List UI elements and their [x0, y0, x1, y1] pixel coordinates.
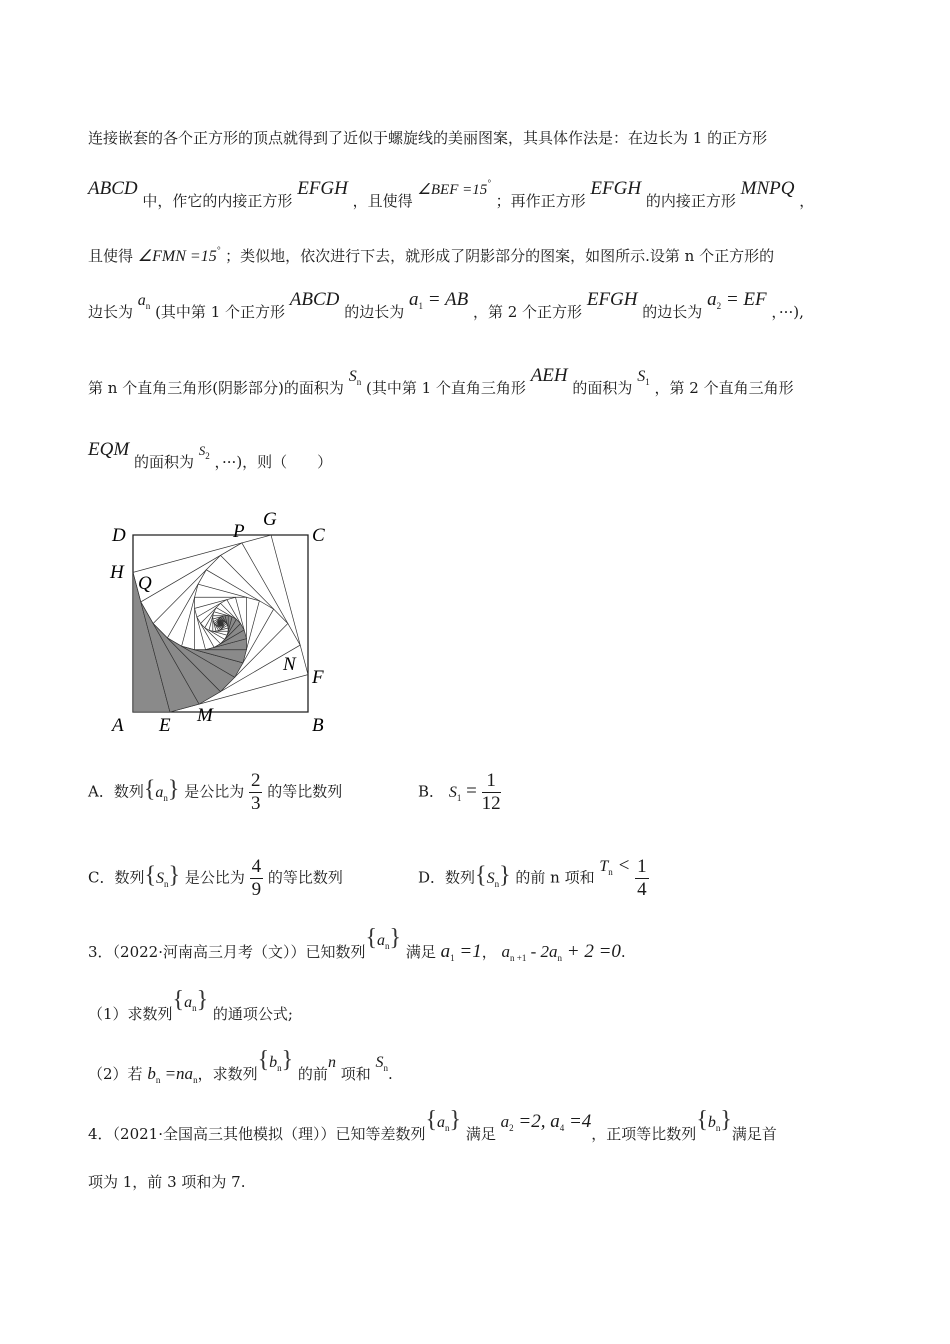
question-4-line-2 — [88, 1172, 245, 1192]
option-c-prefix: C．数列 — [88, 868, 145, 887]
brace-left: { — [425, 1107, 438, 1133]
brace-right: } — [720, 1107, 732, 1133]
text-span: ，求数列 — [197, 1065, 258, 1083]
label-q: Q — [138, 573, 152, 594]
var: a — [437, 1114, 446, 1131]
denominator: 3 — [250, 793, 261, 814]
text-span: 且使得 — [88, 247, 134, 265]
text-span: 的边长为 — [642, 303, 703, 321]
text-span: ，第 2 个直角三角形 — [654, 379, 794, 397]
fraction-1-12 — [482, 770, 501, 815]
var: a — [500, 1112, 510, 1131]
math-s-1 — [449, 784, 462, 801]
math-b-n — [269, 1054, 282, 1071]
text-span: 的面积为 — [133, 453, 194, 471]
rhs: = EF — [721, 289, 767, 310]
option-d-prefix: D．数列 — [418, 868, 476, 887]
var: S — [448, 783, 457, 801]
rhs: = AB — [422, 289, 469, 310]
angle-text: ∠BEF =15 — [417, 182, 488, 198]
brace-right: } — [449, 1107, 462, 1133]
option-c[interactable] — [88, 856, 343, 901]
var: a — [707, 289, 717, 310]
subscript: n — [145, 301, 151, 311]
text-span: ，···), — [771, 303, 804, 321]
brace-left: { — [143, 776, 156, 803]
subscript: n — [557, 953, 563, 963]
brace-left: { — [475, 862, 487, 889]
math-t-n — [599, 854, 631, 877]
rhs: =na — [160, 1064, 194, 1083]
math-square-efgh: EFGH — [590, 178, 642, 199]
math-s-1 — [637, 368, 650, 385]
text-span: 边长为 — [88, 303, 134, 321]
rhs: =2, a — [513, 1111, 560, 1132]
denominator: 9 — [251, 879, 262, 900]
numerator: 1 — [637, 856, 647, 877]
equals: = — [461, 780, 477, 802]
question-3 — [88, 925, 626, 968]
subscript: 2 — [716, 301, 722, 311]
text-span: ；类似地，依次进行下去，就形成了阴影部分的图案，如图所示.设第 n 个正方形的 — [225, 247, 775, 265]
degree-sign: ° — [487, 178, 491, 188]
var: b — [147, 1064, 156, 1083]
subscript: n — [356, 377, 362, 387]
text-span: （1）求数列 — [88, 1005, 173, 1023]
var: T — [599, 857, 609, 875]
nested-square — [220, 623, 221, 624]
problem-text-line-3 — [88, 240, 774, 267]
var: a — [501, 942, 511, 961]
subscript: 2 — [509, 1123, 514, 1133]
text-span: (其中第 1 个正方形 — [155, 303, 286, 321]
text-span: 的边长为 — [344, 303, 405, 321]
problem-text-line-6 — [88, 439, 333, 478]
label-b: B — [312, 715, 324, 736]
label-d: D — [112, 525, 126, 546]
math-a1-eq — [409, 289, 468, 310]
math-a-n — [437, 1114, 450, 1131]
text-span: 满足首 — [731, 1125, 777, 1143]
math-b-n — [708, 1114, 721, 1131]
text-span: ；再作正方形 — [495, 192, 586, 210]
subscript: 2 — [205, 451, 210, 461]
var: b — [707, 1114, 716, 1131]
text-span: 的前 n 项和 — [515, 868, 595, 887]
brace-left: { — [144, 862, 157, 889]
problem-text-line-5 — [88, 365, 794, 404]
text-span: 第 n 个直角三角形(阴影部分)的面积为 — [88, 379, 344, 397]
math-s-n — [487, 870, 500, 887]
option-b[interactable] — [418, 770, 501, 815]
denominator: 12 — [481, 793, 501, 814]
option-b-prefix: B． — [418, 782, 445, 801]
label-g: G — [263, 509, 277, 530]
subscript: n — [385, 941, 390, 951]
brace-left: { — [696, 1107, 708, 1133]
math-a-n — [155, 784, 168, 801]
math-square-abcd: ABCD — [289, 289, 340, 310]
var: S — [156, 869, 165, 887]
subscript: n — [193, 1075, 198, 1085]
label-n: N — [283, 654, 296, 675]
math-recurrence — [502, 942, 621, 961]
subscript: 1 — [450, 953, 455, 963]
spiral-squares-figure — [100, 505, 340, 745]
math-triangle-eqm: EQM — [88, 439, 130, 460]
text-span: ， — [481, 943, 497, 961]
text-span: 项和 — [340, 1065, 371, 1083]
numerator: 2 — [250, 770, 261, 791]
denominator: 4 — [637, 879, 647, 900]
var: S — [637, 368, 646, 385]
brace-left: { — [172, 987, 185, 1013]
subscript: n — [445, 1123, 450, 1133]
math-s-2 — [198, 443, 210, 461]
text-span: 是公比为 — [184, 782, 245, 801]
var: a — [137, 292, 146, 309]
brace-right: } — [281, 1047, 294, 1073]
question-3-part-1 — [88, 987, 293, 1030]
problem-text-line-4 — [88, 289, 804, 328]
text-span: 的等比数列 — [267, 782, 343, 801]
brace-right: } — [168, 862, 181, 889]
math-a-n — [184, 994, 197, 1011]
text-span: 的内接正方形 — [645, 192, 736, 210]
less-than: < — [612, 854, 631, 876]
option-a[interactable] — [88, 770, 342, 815]
text-span: ，···)，则（ ） — [214, 453, 333, 471]
text-span: 连接嵌套的各个正方形的顶点就得到了近似于螺旋线的美丽图案，其具体作法是：在边长为 1 的正方形 — [88, 129, 768, 147]
brace-left: { — [257, 1047, 270, 1073]
math-angle-bef — [417, 178, 491, 198]
rhs: =4 — [564, 1111, 592, 1132]
label-p: P — [233, 521, 245, 542]
text-span: ， — [799, 192, 815, 210]
var: a — [184, 994, 193, 1011]
rhs: - 2a — [526, 942, 558, 961]
text-span: 的等比数列 — [267, 868, 343, 887]
subscript: 1 — [418, 301, 423, 311]
var: a — [408, 289, 419, 310]
text-span: 4．（2021·全国高三其他模拟（理））已知等差数列 — [88, 1125, 426, 1143]
label-h: H — [110, 562, 124, 583]
angle-text: ∠FMN =15 — [137, 248, 217, 265]
rhs: + 2 =0 — [562, 941, 621, 962]
math-triangle-aeh: AEH — [530, 365, 568, 386]
text-span: ，正项等比数列 — [591, 1125, 697, 1143]
var: a — [155, 783, 164, 801]
option-a-prefix: A．数列 — [88, 782, 144, 801]
question-3-part-2 — [88, 1047, 393, 1090]
subscript: n — [608, 866, 613, 877]
text-span: 项为 1，前 3 项和为 7. — [88, 1173, 246, 1191]
math-a1-eq — [441, 941, 482, 962]
text-span: (其中第 1 个直角三角形 — [365, 379, 526, 397]
var: S — [486, 869, 495, 887]
text-span: ，且使得 — [352, 192, 413, 210]
brace-left: { — [365, 925, 378, 951]
subscript: n — [277, 1063, 282, 1073]
math-bn-def — [147, 1064, 197, 1083]
text-span: 3．（2022·河南高三月考（文））已知数列 — [88, 943, 366, 961]
fraction-4-9 — [250, 856, 264, 901]
math-square-abcd: ABCD — [88, 178, 138, 199]
subscript: 1 — [645, 377, 650, 387]
text-span: ，第 2 个正方形 — [472, 303, 583, 321]
text-span: . — [388, 1065, 393, 1083]
math-s-n — [376, 1054, 389, 1071]
subscript: n — [383, 1063, 389, 1073]
degree-sign: ° — [216, 245, 221, 255]
label-c: C — [312, 525, 325, 546]
subscript: n +1 — [510, 953, 527, 963]
fraction-1-4 — [635, 856, 649, 901]
math-a2-a4 — [501, 1112, 592, 1131]
math-square-efgh: EFGH — [297, 178, 348, 199]
text-span: 满足 — [465, 1125, 496, 1143]
text-span: 是公比为 — [184, 868, 245, 887]
label-a: A — [112, 715, 124, 736]
subscript: n — [155, 1075, 161, 1085]
var: a — [377, 932, 386, 949]
subscript: n — [715, 1123, 721, 1133]
numerator: 4 — [251, 856, 262, 877]
fraction-2-3 — [249, 770, 263, 815]
subscript: 1 — [456, 792, 462, 803]
text-span: 中，作它的内接正方形 — [142, 192, 293, 210]
var: a — [440, 941, 451, 962]
subscript: n — [494, 878, 500, 889]
brace-right: } — [167, 776, 180, 803]
brace-right: } — [389, 925, 402, 951]
math-a-n — [138, 292, 151, 309]
question-4 — [88, 1107, 777, 1150]
math-a2-eq — [707, 289, 767, 310]
text-span: 的通项公式; — [212, 1005, 293, 1023]
label-f: F — [312, 667, 324, 688]
math-s-n — [349, 368, 362, 385]
math-n: n — [327, 1054, 336, 1071]
var: S — [198, 443, 206, 458]
brace-right: } — [499, 862, 511, 889]
text-span: 的面积为 — [572, 379, 633, 397]
math-square-efgh: EFGH — [586, 289, 638, 310]
math-angle-fmn — [137, 245, 221, 265]
subscript: n — [164, 878, 169, 889]
figure-layers — [133, 535, 308, 712]
math-s-n — [156, 870, 169, 887]
subscript: 4 — [559, 1123, 565, 1133]
text-span: （2）若 — [88, 1065, 143, 1083]
text-span: 满足 — [405, 943, 436, 961]
label-e: E — [159, 715, 171, 736]
brace-right: } — [196, 987, 209, 1013]
math-a-n — [377, 932, 390, 949]
text-span: . — [620, 943, 626, 961]
var: b — [269, 1054, 278, 1071]
problem-text-line-2 — [88, 178, 815, 212]
var: S — [348, 368, 357, 385]
text-span: 的前 — [297, 1065, 328, 1083]
rhs: =1 — [454, 941, 482, 962]
label-m: M — [197, 705, 213, 726]
option-d[interactable] — [418, 856, 649, 901]
subscript: n — [163, 792, 168, 803]
problem-text-line-1 — [88, 128, 767, 148]
math-square-mnpq: MNPQ — [740, 178, 795, 199]
numerator: 1 — [482, 770, 501, 793]
var: S — [375, 1054, 384, 1071]
subscript: n — [192, 1003, 197, 1013]
